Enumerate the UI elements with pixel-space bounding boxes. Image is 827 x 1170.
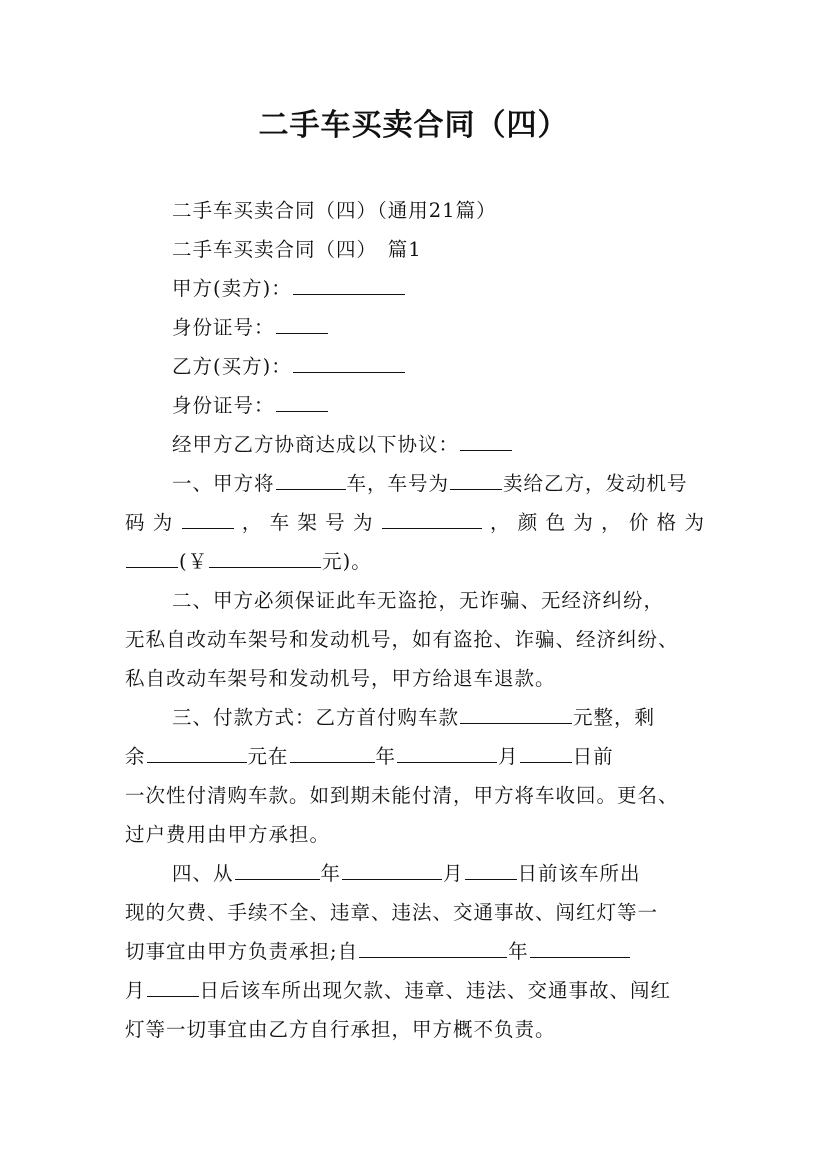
clause-3-line-3: 一次性付清购车款。如到期未能付清，甲方将车收回。更名、 bbox=[125, 784, 679, 807]
clause-3-line-1 bbox=[125, 698, 752, 738]
clause-4-line-3 bbox=[125, 932, 705, 972]
party-a-label: 甲方(卖方)： bbox=[172, 277, 292, 300]
clause-4-line-1 bbox=[125, 854, 752, 894]
document-title: 二手车买卖合同（四） bbox=[258, 108, 569, 143]
blank bbox=[342, 860, 442, 880]
blank bbox=[460, 704, 572, 724]
part-heading: 二手车买卖合同（四） 篇1 bbox=[172, 238, 422, 261]
blank bbox=[126, 548, 178, 568]
blank bbox=[530, 938, 630, 958]
blank bbox=[276, 470, 346, 490]
clause-3-line-4: 过户费用由甲方承担。 bbox=[125, 823, 331, 846]
clause-3-text: 元整，剩 bbox=[573, 706, 656, 729]
subtitle: 二手车买卖合同（四）（通用21篇） bbox=[172, 199, 497, 222]
clause-1-line-2 bbox=[125, 503, 705, 543]
agreement-blank bbox=[460, 431, 512, 451]
clause-3-line-2 bbox=[125, 737, 705, 777]
blank bbox=[520, 743, 572, 763]
blank bbox=[397, 743, 497, 763]
clause-3-text: 年 bbox=[375, 745, 397, 768]
blank bbox=[182, 509, 234, 529]
blank bbox=[465, 860, 517, 880]
party-b-label: 乙方(买方)： bbox=[172, 355, 292, 378]
blank bbox=[147, 743, 247, 763]
clause-3-text: 元在 bbox=[247, 745, 289, 768]
clause-1-text: ，颜色为，价格为 bbox=[482, 511, 705, 534]
blank bbox=[382, 509, 482, 529]
clause-4-text: 日前该车所出 bbox=[517, 862, 641, 885]
clause-4-text: 月 bbox=[443, 862, 464, 885]
clause-1-text: (￥ bbox=[179, 550, 209, 573]
id-b-blank bbox=[276, 392, 328, 412]
clause-3-text: 日前 bbox=[572, 745, 614, 768]
party-b-line bbox=[125, 347, 752, 387]
clause-1-line-3 bbox=[125, 542, 705, 582]
clause-1-text: 码为 bbox=[125, 511, 181, 534]
clause-4-line-2: 现的欠费、手续不全、违章、违法、交通事故、闯红灯等一 bbox=[125, 901, 659, 924]
clause-4-line-4 bbox=[125, 971, 705, 1011]
clause-4-text: 切事宜由甲方负责承担;自 bbox=[125, 940, 359, 963]
clause-4-text: 月 bbox=[125, 979, 146, 1002]
clause-3-text: 三、付款方式：乙方首付购车款 bbox=[172, 706, 460, 729]
clause-1-text: 车，车号为 bbox=[346, 472, 450, 495]
blank bbox=[209, 548, 321, 568]
clause-3-text: 月 bbox=[498, 745, 519, 768]
agreement-intro: 经甲方乙方协商达成以下协议： bbox=[172, 433, 460, 456]
id-a-line bbox=[125, 308, 752, 348]
blank bbox=[235, 860, 320, 880]
blank bbox=[147, 977, 199, 997]
clause-4-text: 年 bbox=[508, 940, 529, 963]
clause-2-line-2: 无私自改动车架号和发动机号，如有盗抢、诈骗、经济纠纷、 bbox=[125, 628, 679, 651]
clause-4-line-5: 灯等一切事宜由乙方自行承担，甲方概不负责。 bbox=[125, 1018, 556, 1041]
clause-3-text: 余 bbox=[125, 745, 146, 768]
id-a-blank bbox=[276, 314, 328, 334]
clause-1-text: 一、甲方将 bbox=[172, 472, 275, 495]
clause-2-line-1: 二、甲方必须保证此车无盗抢，无诈骗、无经济纠纷， bbox=[172, 589, 665, 612]
blank bbox=[450, 470, 502, 490]
party-a-line bbox=[125, 269, 752, 309]
clause-1-text: 元)。 bbox=[322, 550, 372, 573]
clause-4-text: 年 bbox=[320, 862, 342, 885]
clause-1-line-1 bbox=[125, 464, 752, 504]
id-a-label: 身份证号： bbox=[172, 316, 275, 339]
blank bbox=[359, 938, 507, 958]
id-b-label: 身份证号： bbox=[172, 394, 275, 417]
agreement-intro-line bbox=[125, 425, 752, 465]
clause-1-text: ，车架号为 bbox=[234, 511, 381, 534]
clause-4-text: 日后该车所出现欠款、违章、违法、交通事故、闯红 bbox=[199, 979, 672, 1002]
blank bbox=[290, 743, 375, 763]
clause-2-line-3: 私自改动车架号和发动机号，甲方给退车退款。 bbox=[125, 667, 556, 690]
clause-4-text: 四、从 bbox=[172, 862, 234, 885]
party-a-blank bbox=[293, 275, 405, 295]
clause-1-text: 卖给乙方，发动机号 bbox=[503, 472, 688, 495]
id-b-line bbox=[125, 386, 752, 426]
party-b-blank bbox=[293, 353, 405, 373]
